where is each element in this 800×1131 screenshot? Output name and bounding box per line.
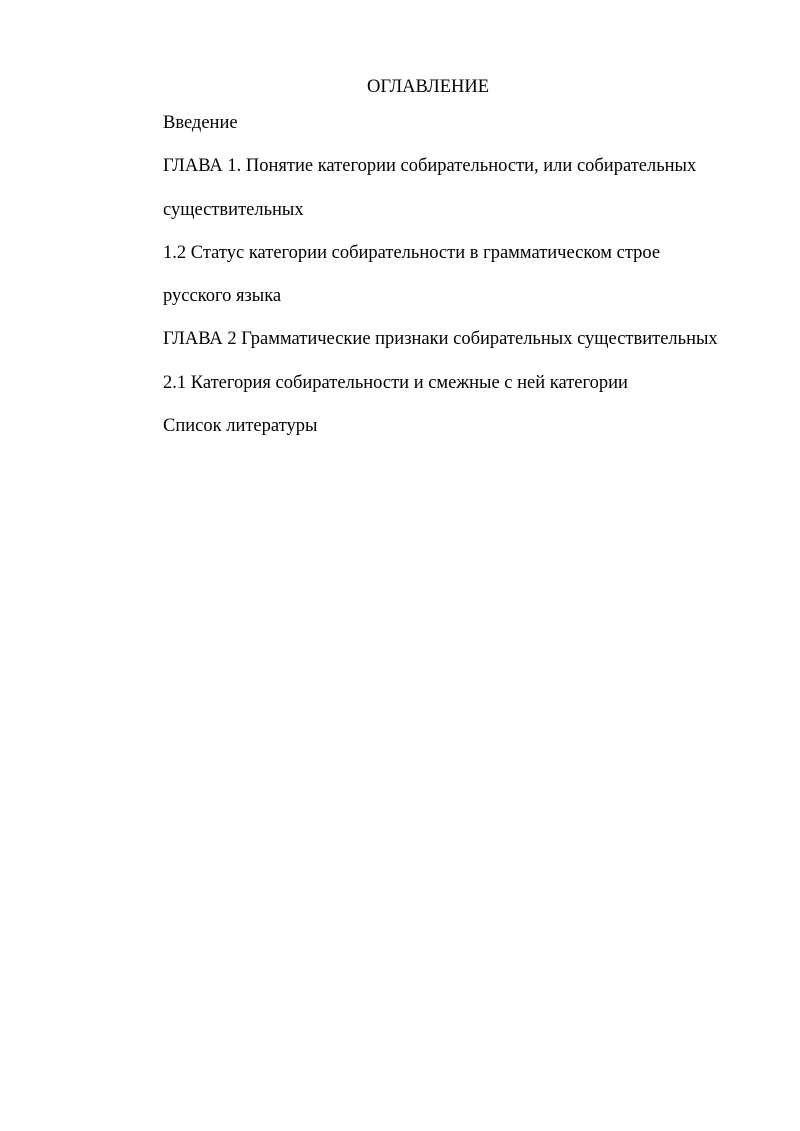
toc-entry-section-1-2-continued: русского языка: [163, 286, 282, 306]
toc-entry-chapter-2: ГЛАВА 2 Грамматические признаки собирательных существительных: [163, 329, 718, 349]
toc-entry-introduction: Введение: [163, 113, 238, 133]
toc-entry-bibliography: Список литературы: [163, 416, 318, 436]
toc-entry-section-2-1: 2.1 Категория собирательности и смежные с ней категории: [163, 373, 628, 393]
toc-heading: ОГЛАВЛЕНИЕ: [366, 77, 490, 97]
toc-entry-section-1-2: 1.2 Статус категории собирательности в грамматическом строе: [163, 243, 661, 263]
toc-entry-chapter-1: ГЛАВА 1. Понятие категории собирательности, или собирательных: [163, 156, 697, 176]
toc-entry-chapter-1-continued: существительных: [163, 200, 304, 220]
